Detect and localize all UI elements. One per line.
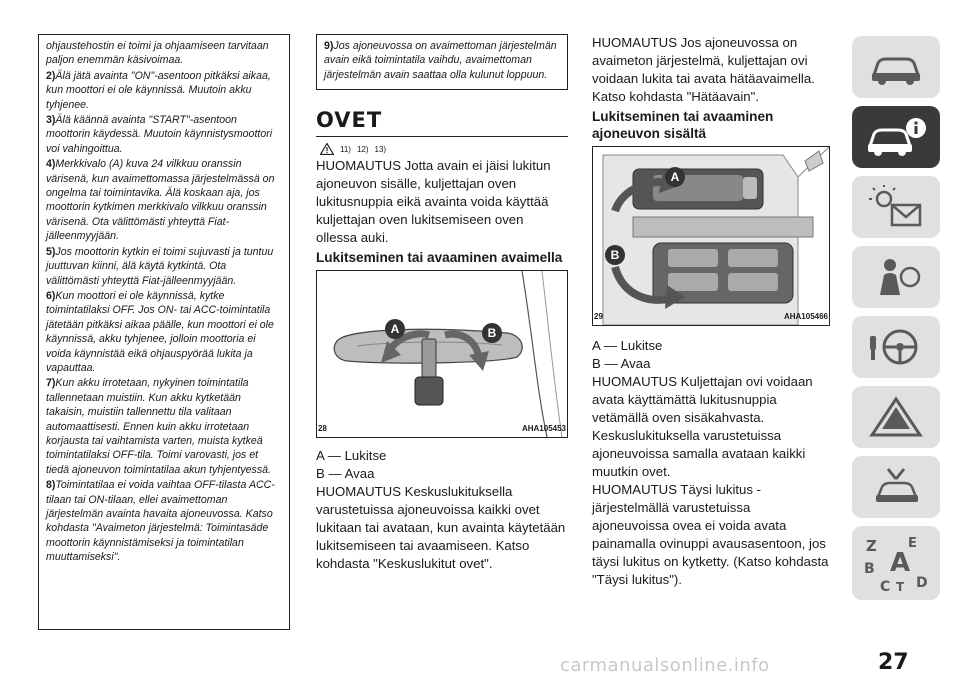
notes-box-1 <box>38 34 290 630</box>
tab-warning-lights[interactable] <box>852 176 940 238</box>
warning-lights-icon <box>866 185 926 229</box>
tab-emergency[interactable] <box>852 386 940 448</box>
svg-text:A: A <box>890 548 911 578</box>
ref-11: 11) <box>340 144 351 154</box>
figure-label-b: B <box>610 248 620 262</box>
subheading-key-locking: Lukitseminen tai avaaminen avaimella <box>316 250 563 266</box>
note-item-6: 6)Kun moottori ei ole käynnissä, kytke toimintatilaksi OFF. Jos ON- tai ACC-toimintatila jätetään pitkäksi aikaa päälle, kun moottori ei ole käynnissä, akku tyhjenee, jolloin moottoria ei voida käynnistää eikä ohjauspyörää lukita ja vapauttaa. <box>46 289 274 374</box>
note-item-2: 2)Älä jätä avainta "ON"-asentoon pitkäksi aikaa, kun moottori ei ole käynnissä. Muutoin akku tyhjenee. <box>46 69 271 111</box>
note-item-8: 8)Toimintatilaa ei voida vaihtaa OFF-tilasta ACC-tilaan tai ON-tilaan, ellei avaimettoman järjestelmän avainta havaita ajoneuvossa. Katso kohdasta "Avaimeton järjestelmä: Toimintasäde moottorin käynnistämiseksi ja toimintatilan muuttamiseksi". <box>46 479 275 564</box>
warning-triangle-icon <box>320 143 334 155</box>
note-intro: ohjaustehostin ei toimi ja ohjaamiseen tarvitaan paljon enemmän käsivoimaa. <box>46 40 269 67</box>
figure-number: 29 <box>594 312 603 321</box>
tab-safety[interactable] <box>852 246 940 308</box>
figure-29 <box>592 146 830 326</box>
figure-28-caption <box>316 424 568 433</box>
warning-triangle-icon <box>866 395 926 439</box>
legend-b: B — Avaa <box>592 356 651 371</box>
note-item-7: 7)Kun akku irrotetaan, nykyinen toimintatila tallennetaan muistiin. Kun akku kytketään takaisin, muistiin tallennettu tila valitaan automaattisesti. Ennen kuin akku irrotetaan korjausta tai vaihtamista varten, muista kytkeä toimintatilaksi OFF-tila. Toimi varovasti, jos et tiedä ajoneuvon toimintatilaa akun tyhjentyessä. <box>46 377 271 476</box>
legend-b: B — Avaa <box>316 466 375 482</box>
subheading-inside-locking: Lukitseminen tai avaaminen ajoneuvon sisältä <box>592 109 774 141</box>
note-item-3: 3)Älä käännä avainta "START"-asentoon moottorin käydessä. Muutoin käynnistysmoottori voi vahingoittua. <box>46 114 273 155</box>
legend-a: A — Lukitse <box>592 338 663 353</box>
door-lock-illustration <box>593 147 829 325</box>
note-item-4: 4)Merkkivalo (A) kuva 24 vilkkuu oranssin värisenä, kun avaimettomassa järjestelmässä on ongelma tai toimintavika. Älä koskaan aja, jos moottorin kytkimen merkkivalo vilkkuu oranssin värisenä. Ota välittömästi yhteyttä Fiat-jälleenmyyjään. <box>46 158 275 243</box>
figure-29-caption <box>592 312 830 321</box>
svg-text:C: C <box>880 579 891 595</box>
tools-car-icon <box>866 465 926 509</box>
note-item-9: 9)Jos ajoneuvossa on avaimettoman järjestelmän avain eikä toimintatila vaihdu, avaimettoman järjestelmän avain saattaa olla kulunut loppuun. <box>324 40 557 81</box>
figure-label-b: B <box>487 326 497 341</box>
figure-label-a: A <box>670 170 680 184</box>
index-letters-icon <box>858 531 934 595</box>
car-icon <box>866 47 926 87</box>
paragraph-doors-note: HUOMAUTUS Jotta avain ei jäisi lukitun ajoneuvon sisälle, kuljettajan oven lukitusnuppia eikä avainta voida käyttää kuljettajan oven lukitsemiseen oven ollessa auki. <box>316 158 551 246</box>
svg-text:B: B <box>864 561 875 577</box>
column-2 <box>316 34 568 573</box>
figure-label-a: A <box>390 322 400 337</box>
paragraph-inner-handle: HUOMAUTUS Kuljettajan ovi voidaan avata käyttämättä lukitusnuppia vetämällä oven sisäkahvasta. Keskuslukituksella varustetuissa ajoneuvoissa samalla avataan kaikki muutkin ovet. <box>592 374 813 479</box>
figure-number: 28 <box>318 424 327 434</box>
column-3 <box>592 34 830 589</box>
ref-13: 13) <box>374 144 387 154</box>
watermark: carmanualsonline.info <box>560 655 770 676</box>
figure-code: AHA105466 <box>783 312 828 321</box>
page-number: 27 <box>878 650 909 675</box>
svg-text:Z: Z <box>866 537 877 555</box>
paragraph-keyless: HUOMAUTUS Jos ajoneuvossa on avaimeton järjestelmä, kuljettajan ovi voidaan lukita tai avata hätäavaimella. Katso kohdasta "Hätäavain". <box>592 35 815 104</box>
car-info-icon <box>864 116 928 158</box>
section-heading-ovet: OVET <box>316 108 383 133</box>
svg-text:D: D <box>916 575 928 591</box>
heading-rule <box>316 136 568 137</box>
tab-index[interactable] <box>852 526 940 600</box>
tab-driving[interactable] <box>852 316 940 378</box>
column-1 <box>38 34 290 630</box>
tab-car[interactable] <box>852 36 940 98</box>
legend-a: A — Lukitse <box>316 448 387 464</box>
figure-28 <box>316 270 568 438</box>
chapter-sidebar <box>848 36 944 608</box>
note-item-5: 5)Jos moottorin kytkin ei toimi sujuvasti ja tuntuu juuttuvan kiinni, älä käytä kytkintä. Ota välittömästi yhteyttä Fiat-jälleenmyyjään. <box>46 245 274 287</box>
airbag-safety-icon <box>866 255 926 299</box>
tab-car-info[interactable] <box>852 106 940 168</box>
steering-wheel-icon <box>866 324 926 370</box>
svg-text:T: T <box>896 580 905 594</box>
paragraph-central-locking: HUOMAUTUS Keskuslukituksella varustetuissa ajoneuvoissa kaikki ovet lukitaan tai avataan, kun avainta käytetään lukitsemiseen tai avaamiseen. Katso kohdasta "Keskuslukitut ovet". <box>316 484 566 572</box>
notes-box-2 <box>316 34 568 90</box>
tab-maintenance[interactable] <box>852 456 940 518</box>
key-lock-illustration <box>317 271 567 437</box>
svg-text:E: E <box>908 536 917 551</box>
figure-code: AHA105453 <box>521 424 566 434</box>
warning-refs <box>320 143 568 155</box>
paragraph-full-lock: HUOMAUTUS Täysi lukitus -järjestelmällä varustetuissa ajoneuvoissa ovea ei voida avata painamalla ovinuppi avausasentoon, jos täysi lukitus on kytketty. (Katso kohdasta "Täysi lukitus"). <box>592 482 829 587</box>
ref-12: 12) <box>356 144 369 154</box>
